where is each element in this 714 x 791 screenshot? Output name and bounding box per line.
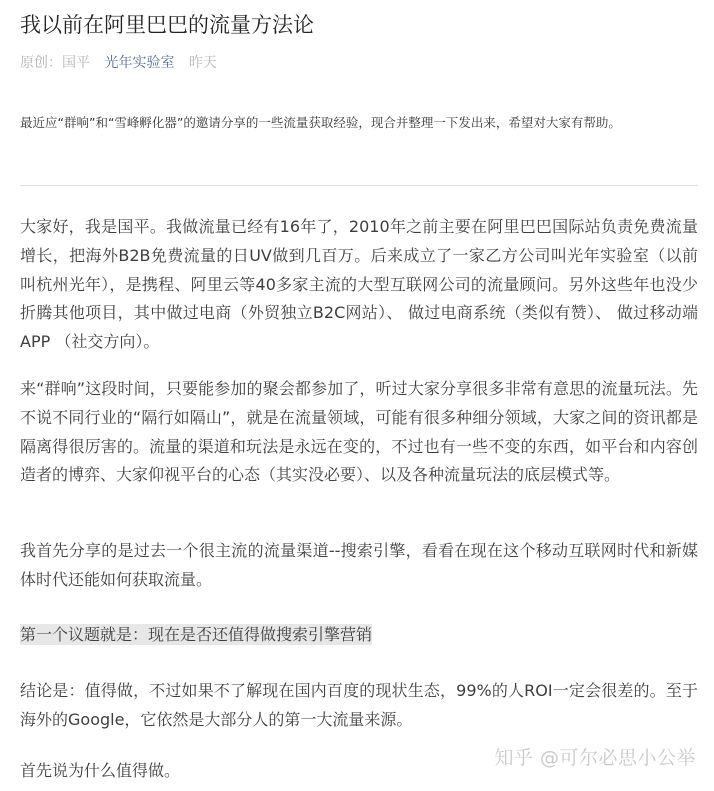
publish-date: 昨天 <box>188 55 217 71</box>
article-title: 我以前在阿里巴巴的流量方法论 <box>20 13 314 37</box>
highlighted-topic: 第一个议题就是：现在是否还值得做搜索引擎营销 <box>20 625 373 644</box>
paragraph-5: 结论是：值得做，不过如果不了解现在国内百度的现状生态，99%的人ROI一定会很差的。至于海外的Google，它依然是大部分人的第一大流量来源。 <box>20 681 698 729</box>
paragraph-2: 来“群响”这段时间，只要能参加的聚会都参加了，听过大家分享很多非常有意思的流量玩法。先不说不同行业的“隔行如隔山”，就是在流量领域，可能有很多种细分领域，大家之间的资讯都是隔离得很厉害的。流量的渠道和玩法是永远在变的，不过也有一些不变的东西，如平台和内容创造者的博弈、大家仰视平台的心态（其实没必要）、以及各种流量玩法的底层模式等。 <box>20 379 698 485</box>
original-label: 原创： <box>20 55 62 71</box>
paragraph-6: 首先说为什么值得做。 <box>20 761 181 780</box>
account-link[interactable]: 光年实验室 <box>104 55 175 71</box>
article-meta <box>20 53 217 73</box>
zhihu-watermark: 知乎 @可尔必思小公举 <box>494 747 696 769</box>
author-name: 国平 <box>62 55 90 71</box>
paragraph-1: 大家好，我是国平。我做流量已经有16年了，2010年之前主要在阿里巴巴国际站负责免费流量增长，把海外B2B免费流量的日UV做到几百万。后来成立了一家乙方公司叫光年实验室（以前叫杭州光年），是携程、阿里云等40多家主流的大型互联网公司的流量顾问。另外这些年也没少折腾其他项目，其中做过电商（外贸独立B2C网站）、 做过电商系统（类似有赞）、 做过移动端APP （社交方向）。 <box>20 217 698 352</box>
section-heading <box>20 621 698 650</box>
paragraph-3: 我首先分享的是过去一个很主流的流量渠道--搜索引擎，看看在现在这个移动互联网时代和新媒体时代还能如何获取流量。 <box>20 541 698 589</box>
intro-text: 最近应“群响”和“雪峰孵化器”的邀请分享的一些流量获取经验，现合并整理一下发出来，希望对大家有帮助。 <box>20 115 621 130</box>
divider <box>20 185 698 186</box>
